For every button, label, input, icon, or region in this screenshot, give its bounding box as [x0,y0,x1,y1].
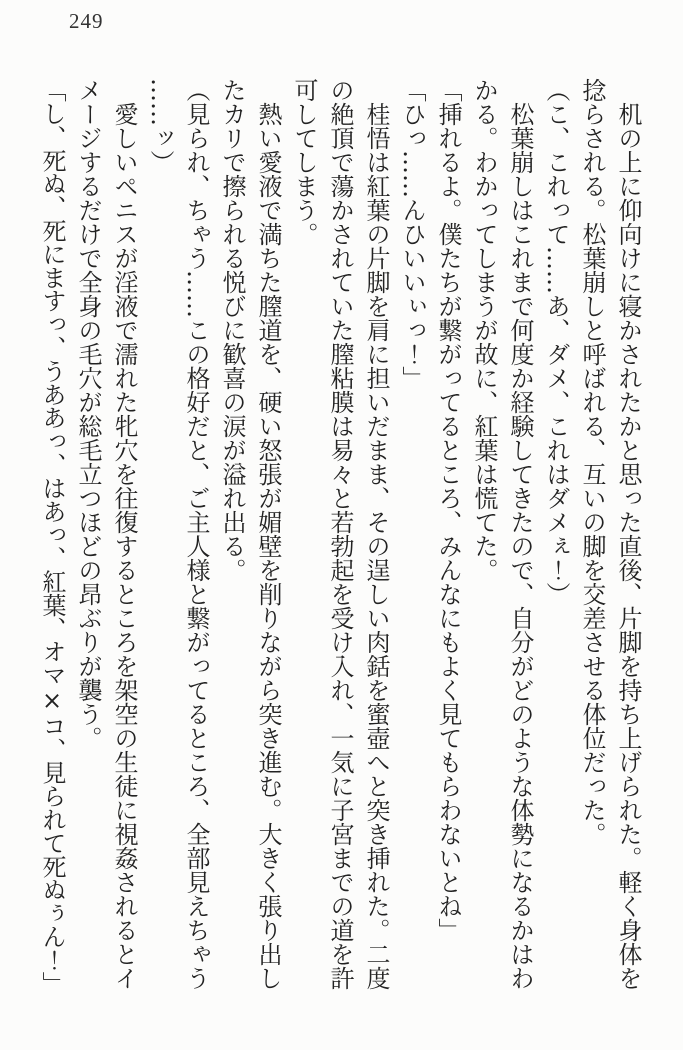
page-number: 249 [69,9,104,33]
text-column: 熱い愛液で満ちた膣道を、硬い怒張が媚壁を削りながら突き進む。大きく張り出し [254,78,282,990]
text-column: メージするだけで全身の毛穴が総毛立つほどの昂ぶりが襲う。 [74,78,102,750]
text-column: かる。わかってしまうが故に、紅葉は慌てた。 [470,78,498,582]
text-column: の絶頂で蕩かされていた膣粘膜は易々と若勃起を受け入れ、一気に子宮までの道を許 [326,78,354,990]
text-column: 愛しいペニスが淫液で濡れた牝穴を往復するところを架空の生徒に視姦されるとイ [110,78,138,990]
text-column: たカリで擦られる悦びに歓喜の涙が溢れ出る。 [218,78,246,582]
text-column: （見られ、ちゃう……この格好だと、ご主人様と繋がってるところ、全部見えちゃう [182,78,210,990]
text-column: 可してしまう。 [290,78,318,246]
text-column: （こ、これって……あ、ダメ、これはダメぇ！） [542,78,570,606]
text-column: 「ひっ……んひいいぃっ！」 [398,78,426,390]
text-column: 「挿れるよ。僕たちが繋がってるところ、みんなにもよく見てもらわないとね」 [434,78,462,942]
text-column: 捻らされる。松葉崩しと呼ばれる、互いの脚を交差させる体位だった。 [578,78,606,846]
text-column: 松葉崩しはこれまで何度か経験してきたので、自分がどのような体勢になるかはわ [506,78,534,990]
text-column: 机の上に仰向けに寝かされたかと思った直後、片脚を持ち上げられた。軽く身体を [614,78,642,990]
text-column: 桂悟は紅葉の片脚を肩に担いだまま、その逞しい肉銛を蜜壺へと突き挿れた。二度 [362,78,390,990]
novel-text-block [34,78,646,1026]
text-column: 「し、死ぬ、死にますっ、うああっ、はあっ、紅葉、オマ×コ、見られて死ぬぅん！」 [38,78,66,995]
text-column: ……ッ） [146,78,174,174]
